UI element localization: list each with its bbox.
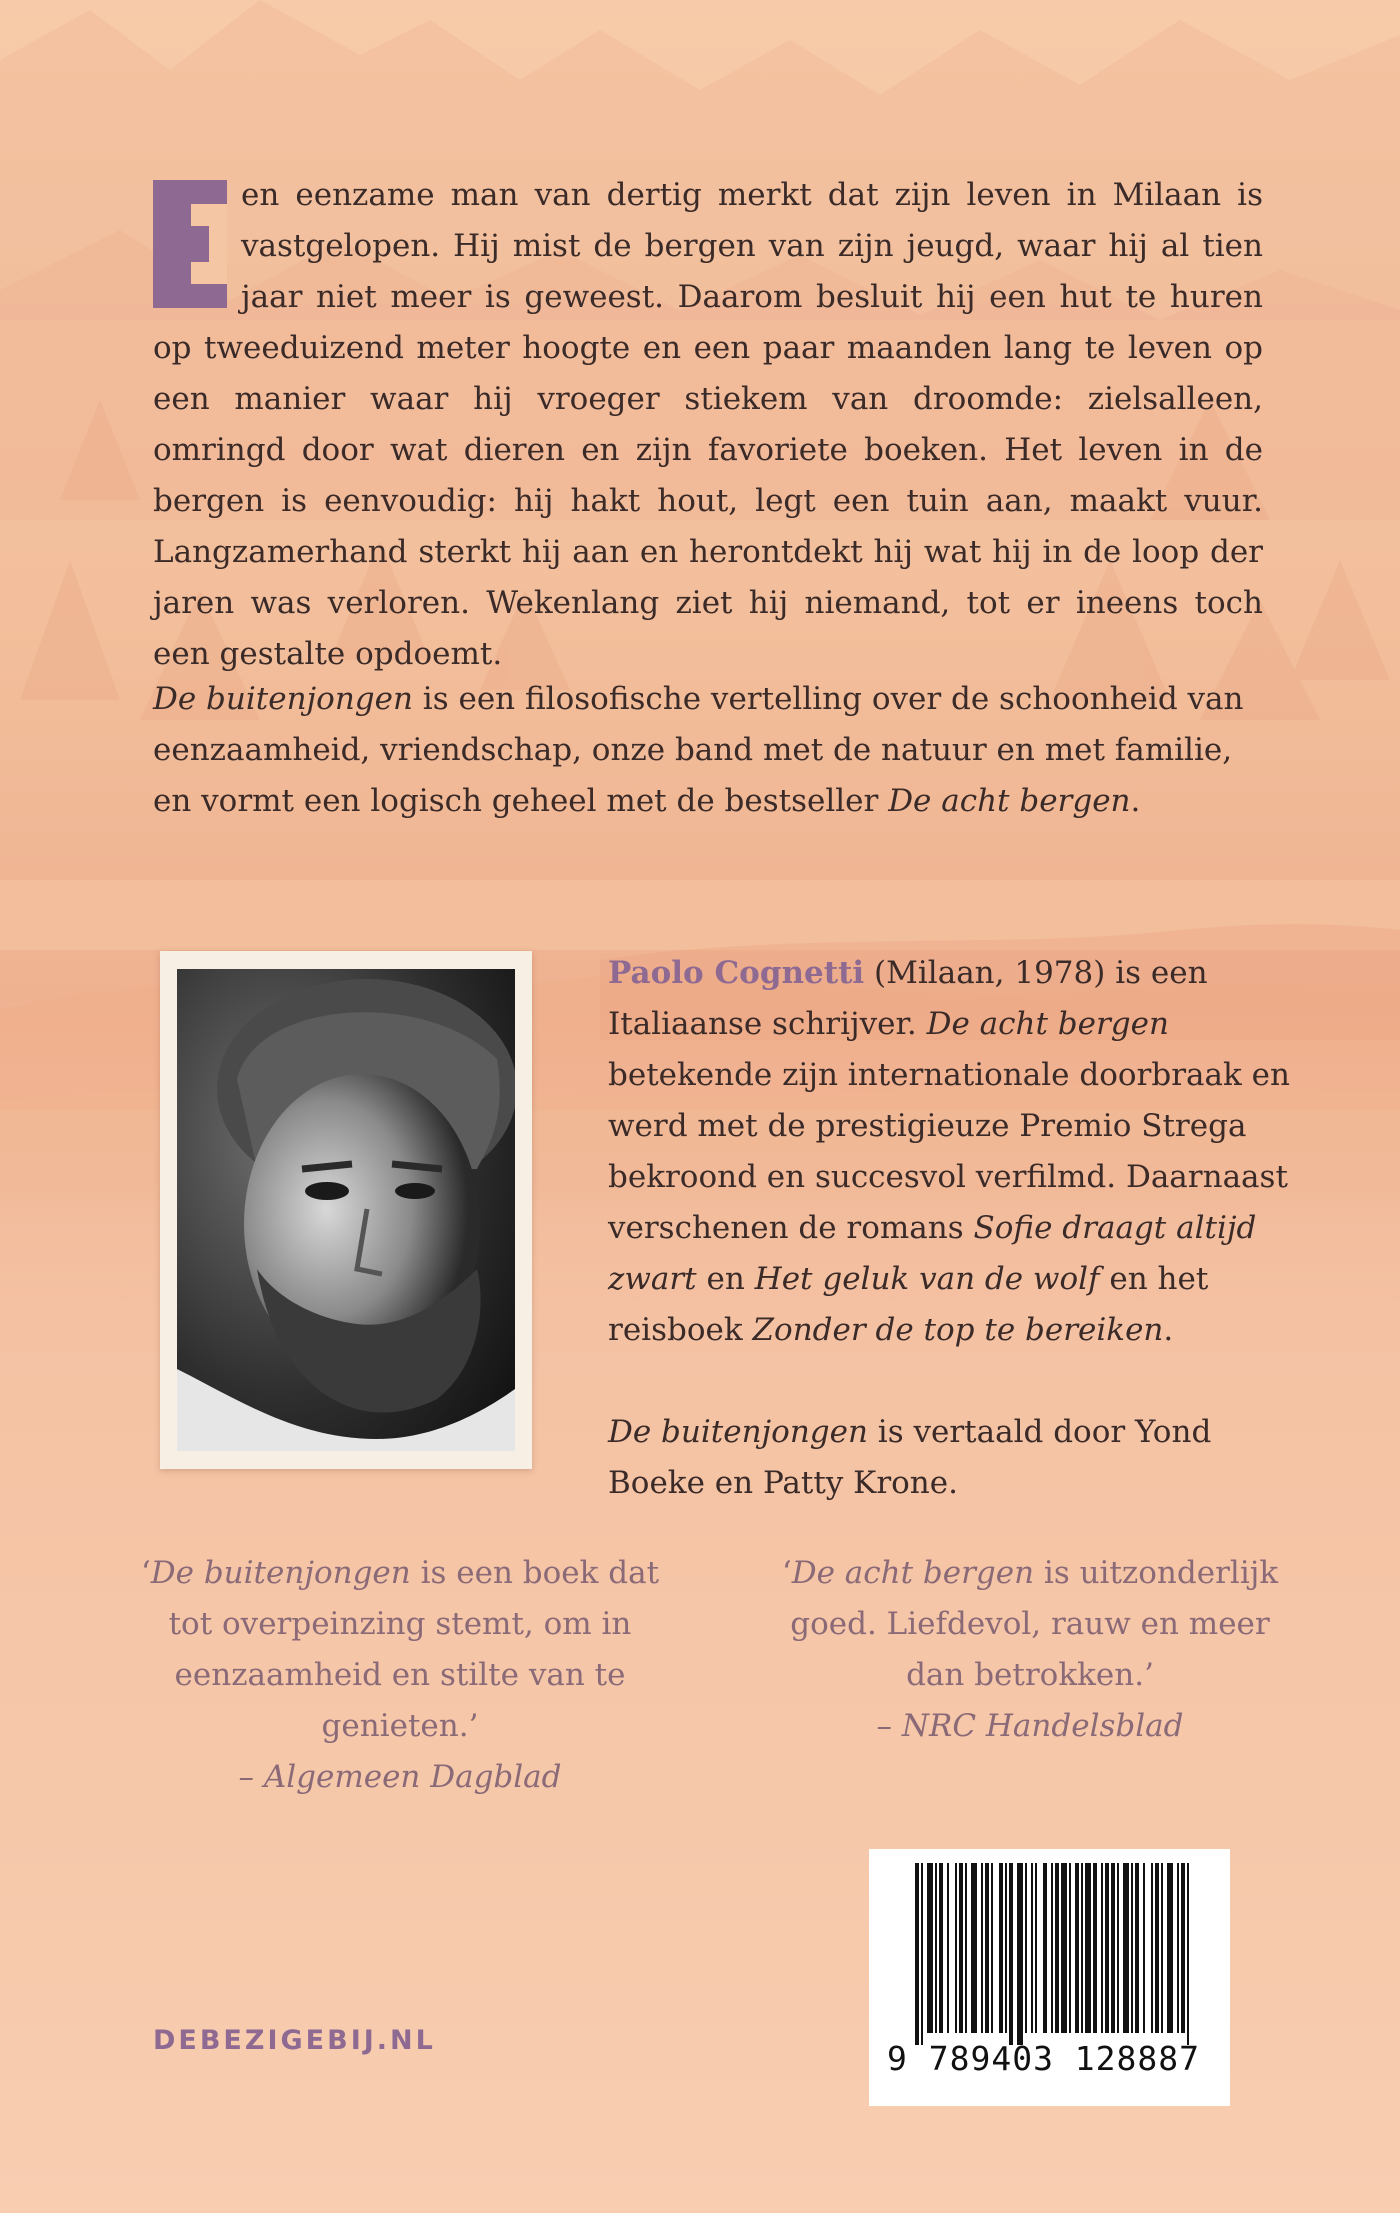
bio-text-4: en het reisboek [608, 1261, 1209, 1348]
quote-open-mark: ‘ [140, 1555, 151, 1591]
barcode-bar [927, 1863, 933, 2033]
barcode-bar [1055, 1863, 1059, 2033]
isbn-digits: 9 789403 128887 [887, 2039, 1201, 2078]
review-quote-2 [760, 1548, 1300, 1752]
isbn-barcode [869, 1849, 1230, 2106]
barcode-bar [1017, 1863, 1023, 2045]
barcode-bar [947, 1863, 949, 2033]
quote-title: De buitenjongen [150, 1555, 411, 1591]
bio-text-2: betekende zijn internationale doorbraak en werd met de prestigieuze Premio Strega bekroond en succesvol verfilmd. Daarnaast verschenen de romans [608, 1057, 1290, 1246]
barcode-bar [1061, 1863, 1067, 2033]
pitch-text: is een filosofische vertelling over de schoonheid van eenzaamheid, vriendschap, onze band met de natuur en met familie, en vormt een logisch geheel met de bestseller [153, 681, 1244, 819]
barcode-bar [1177, 1863, 1179, 2033]
author-photo [160, 951, 532, 1469]
translator-credit [608, 1407, 1308, 1509]
barcode-bar [1043, 1863, 1047, 2033]
pitch-title: De buitenjongen [153, 681, 413, 717]
pitch-end: . [1130, 783, 1141, 819]
barcode-bar [1155, 1863, 1159, 2033]
barcode-bar [999, 1863, 1003, 2033]
barcode-bar [939, 1863, 943, 2033]
pitch-title-bestseller: De acht bergen [888, 783, 1131, 819]
review-quote-1 [120, 1548, 680, 1803]
barcode-bar [1131, 1863, 1133, 2033]
publisher-website: DEBEZIGEBIJ.NL [153, 2025, 436, 2056]
barcode-bar [1187, 1863, 1189, 2045]
barcode-bar [965, 1863, 967, 2033]
quote-source: – Algemeen Dagblad [238, 1759, 562, 1795]
translation-title: De buitenjongen [608, 1414, 868, 1450]
barcode-bar [985, 1863, 989, 2033]
barcode-bar [1117, 1863, 1119, 2033]
barcode-bar [1143, 1863, 1145, 2033]
barcode-bar [1093, 1863, 1097, 2033]
barcode-bar [959, 1863, 963, 2033]
barcode-bar [1111, 1863, 1115, 2033]
bio-text-3: en [696, 1261, 755, 1297]
barcode-bar [1035, 1863, 1037, 2033]
barcode-bar [935, 1863, 937, 2033]
barcode-bar [1105, 1863, 1109, 2033]
author-portrait [177, 969, 515, 1451]
barcode-bar [955, 1863, 957, 2033]
barcode-bar [1069, 1863, 1071, 2033]
author-bio [608, 948, 1308, 1509]
barcode-bar [1101, 1863, 1103, 2033]
barcode-bar [1151, 1863, 1153, 2033]
quote-text: is uitzonderlijk goed. Liefdevol, rauw en meer dan betrokken.’ [790, 1555, 1279, 1693]
barcode-bar [971, 1863, 977, 2033]
quote-text: is een boek dat tot overpeinzing stemt, om in eenzaamheid en stilte van te genieten.’ [168, 1555, 660, 1744]
bio-title-1: De acht bergen [926, 1006, 1169, 1042]
barcode-bar [981, 1863, 983, 2033]
barcode-bar [1181, 1863, 1185, 2033]
barcode-bar [915, 1863, 919, 2045]
barcode-bar [1031, 1863, 1033, 2033]
barcode-bar [1075, 1863, 1079, 2033]
pitch-paragraph [153, 674, 1263, 827]
barcode-bar [1135, 1863, 1139, 2033]
translation-text: is vertaald door Yond Boeke en Patty Krone. [608, 1414, 1212, 1501]
bio-title-4: Zonder de top te bereiken [752, 1312, 1164, 1348]
bio-title-2: Sofie draagt altijd zwart [608, 1210, 1257, 1297]
bio-title-3: Het geluk van de wolf [754, 1261, 1100, 1297]
barcode-bar [1005, 1863, 1007, 2033]
barcode-bar [1123, 1863, 1129, 2033]
quote-source: – NRC Handelsblad [876, 1708, 1184, 1744]
barcode-bar [991, 1863, 993, 2033]
barcode-bar [1085, 1863, 1091, 2033]
bio-text-1: (Milaan, 1978) is een Italiaanse schrijver. [608, 955, 1208, 1042]
barcode-bar [1161, 1863, 1163, 2033]
barcode-bar [1009, 1863, 1013, 2045]
barcode-bar [1025, 1863, 1027, 2033]
summary-paragraph [153, 170, 1263, 680]
author-name: Paolo Cognetti [608, 955, 865, 991]
dropcap-letter [153, 180, 227, 308]
summary-text: en eenzame man van dertig merkt dat zijn leven in Milaan is vastgelopen. Hij mist de bergen van zijn jeugd, waar hij al tien jaar niet meer is geweest. Daarom besluit hij een hut te huren op tweeduizend meter hoogte en een paar maanden lang te leven op een manier waar hij vroeger stiekem van droomde: zielsalleen, omringd door wat dieren en zijn favoriete boeken. Het leven in de bergen is eenvoudig: hij hakt hout, legt een tuin aan, maakt vuur. Langzamerhand sterkt hij aan en herontdekt hij wat hij in de loop der jaren was verloren. Wekenlang ziet hij niemand, tot er ineens toch een gestalte opdoemt. [153, 177, 1263, 672]
bio-text-5: . [1163, 1312, 1174, 1348]
barcode-bar [1081, 1863, 1083, 2033]
quote-open-mark: ‘ [781, 1555, 792, 1591]
barcode-bar [921, 1863, 923, 2045]
barcode-bar [1167, 1863, 1173, 2033]
quote-title: De acht bergen [791, 1555, 1035, 1591]
barcode-bar [1051, 1863, 1053, 2033]
